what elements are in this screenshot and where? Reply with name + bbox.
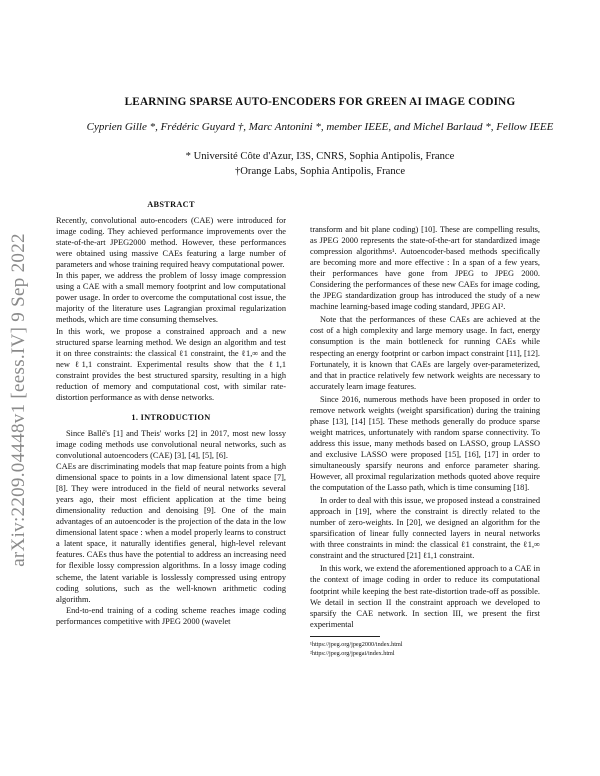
introduction-heading: 1. INTRODUCTION (131, 412, 211, 422)
paper-title: LEARNING SPARSE AUTO-ENCODERS FOR GREEN AI IMAGE CODING (124, 96, 516, 108)
body-paragraph: Note that the performances of these CAEs are achieved at the cost of a high complexity and large memory usage. In fact, energy consumption is the main bottleneck for running CAEs while respecting an energy footprint or carbon impact constraint [11], [12]. Fortunately, it is known that CAEs are largely over-parameterized, and that in practice relatively few network weights are necessary to accurately learn image features. (310, 315, 540, 391)
left-column (56, 197, 286, 627)
affiliation-1: * Université Côte d'Azur, I3S, CNRS, Sophia Antipolis, France (185, 151, 455, 162)
author-list: Cyprien Gille *, Frédéric Guyard †, Marc Antonini *, member IEEE, and Michel Barlaud *, Fellow IEEE (86, 121, 554, 133)
abstract-paragraph: Recently, convolutional auto-encoders (CAE) were introduced for image coding. They achieved performance improvements over the state-of-the-art JPEG2000 method. However, these performances were obtained using massive CAEs featuring a large number of parameters and whose training required heavy computational power. (56, 216, 286, 270)
footnote-2[interactable]: ²https://jpeg.org/jpegai/index.html (310, 649, 395, 657)
body-paragraph: transform and bit plane coding) [10]. These are compelling results, as JPEG 2000 represents the state-of-the-art for standardized image compression algorithms¹. Autoencoder-based methods specifically are becoming more and more effective : In a span of a few years, their performances have gone from JPEG to JPEG 2000. Considering the performances of these new CAEs for image coding, the JPEG standardization group has introduced the study of a new machine learning-based image coding standard, JPEG AI². (310, 225, 540, 312)
abstract-paragraph: In this work, we propose a constrained approach and a new structured sparse learning method. We design an algorithm and test it on three constraints: the classical ℓ1 constraint, the ℓ1,∞ and the new ℓ1,1 constraint. Experimental results show that the ℓ1,1 constraint provides the best structured sparsity, resulting in a high reduction of memory and computational cost, with similar rate-distortion performance as with dense networks. (56, 326, 286, 402)
affiliation-2: †Orange Labs, Sophia Antipolis, France (234, 166, 406, 177)
body-paragraph: Since 2016, numerous methods have been proposed in order to remove network weights (weight sparsification) during the training phase [13], [14] [15]. These methods generally do produce sparse weight matrices, unfortunately with random sparse connectivity. To address this issue, many methods based on LASSO, group LASSO and exclusive LASSO were proposed [15], [16], [17] in order to simultaneously sparsify neurons and enforce parameter sharing. However, all proximal regularization methods quoted above require the computation of the Lasso path, which is time consuming [18]. (310, 394, 540, 493)
footnote-divider (310, 636, 380, 637)
body-paragraph: In order to deal with this issue, we proposed instead a constrained approach in [19], where the constraint is directly related to the number of zero-weights. In [20], we designed an algorithm for the sparsification of linear fully connected layers in neural networks with three constraints in mind: the classical ℓ1 constraint, the ℓ1,∞ constraint and the structured [21] ℓ1,1 constraint. (310, 496, 540, 561)
body-paragraph: In this work, we extend the aforementioned approach to a CAE in the context of image coding in order to reduce its computational footprint while keeping the best rate-distortion trade-off as possible. We detail in section II the constraint approach we developed to sparsify the CAE network. In section III, we present the first experimental (310, 564, 540, 629)
abstract-paragraph: In this paper, we address the problem of lossy image compression using a CAE with a small memory footprint and low computational power usage. In order to overcome the computational cost issue, the majority of the literature uses Lagrangian proximal regularization methods, which are time consuming themselves. (56, 271, 286, 325)
intro-paragraph: End-to-end training of a coding scheme reaches image coding performances competitive with JPEG 2000 (wavelet (56, 605, 286, 626)
intro-paragraph: CAEs are discriminating models that map feature points from a high dimensional space to points in a low dimensional latent space [7], [8]. They were introduced in the field of neural networks several years ago, their most efficient application at the time being dimensionality reduction and denoising [9]. One of the main advantages of an autoencoder is the projection of the data in the low dimensional latent space : when a model properly learns to construct a latent space, it naturally identifies general, high-level relevant features. CAEs thus have the potential to address an increasing need for flexible lossy compression algorithms. In a lossy image coding scheme, the latent variable is losslessly compressed using entropy coding solutions, such as the well-known arithmetic coding algorithm. (56, 462, 286, 604)
affiliations (40, 149, 600, 179)
arxiv-stamp (4, 190, 34, 610)
abstract-heading: ABSTRACT (147, 200, 195, 209)
arxiv-stamp-text: arXiv:2209.04448v1 [eess.IV] 9 Sep 2022 (8, 233, 30, 567)
footnote-1[interactable]: ¹https://jpeg.org/jpeg2000/index.html (310, 640, 403, 648)
right-column (310, 224, 540, 658)
intro-paragraph: Since Ballé's [1] and Theis' works [2] in 2017, most new lossy image coding methods use convolutional neural networks, such as convolutional autoencoders (CAE) [3], [4], [5], [6]. (56, 428, 286, 460)
